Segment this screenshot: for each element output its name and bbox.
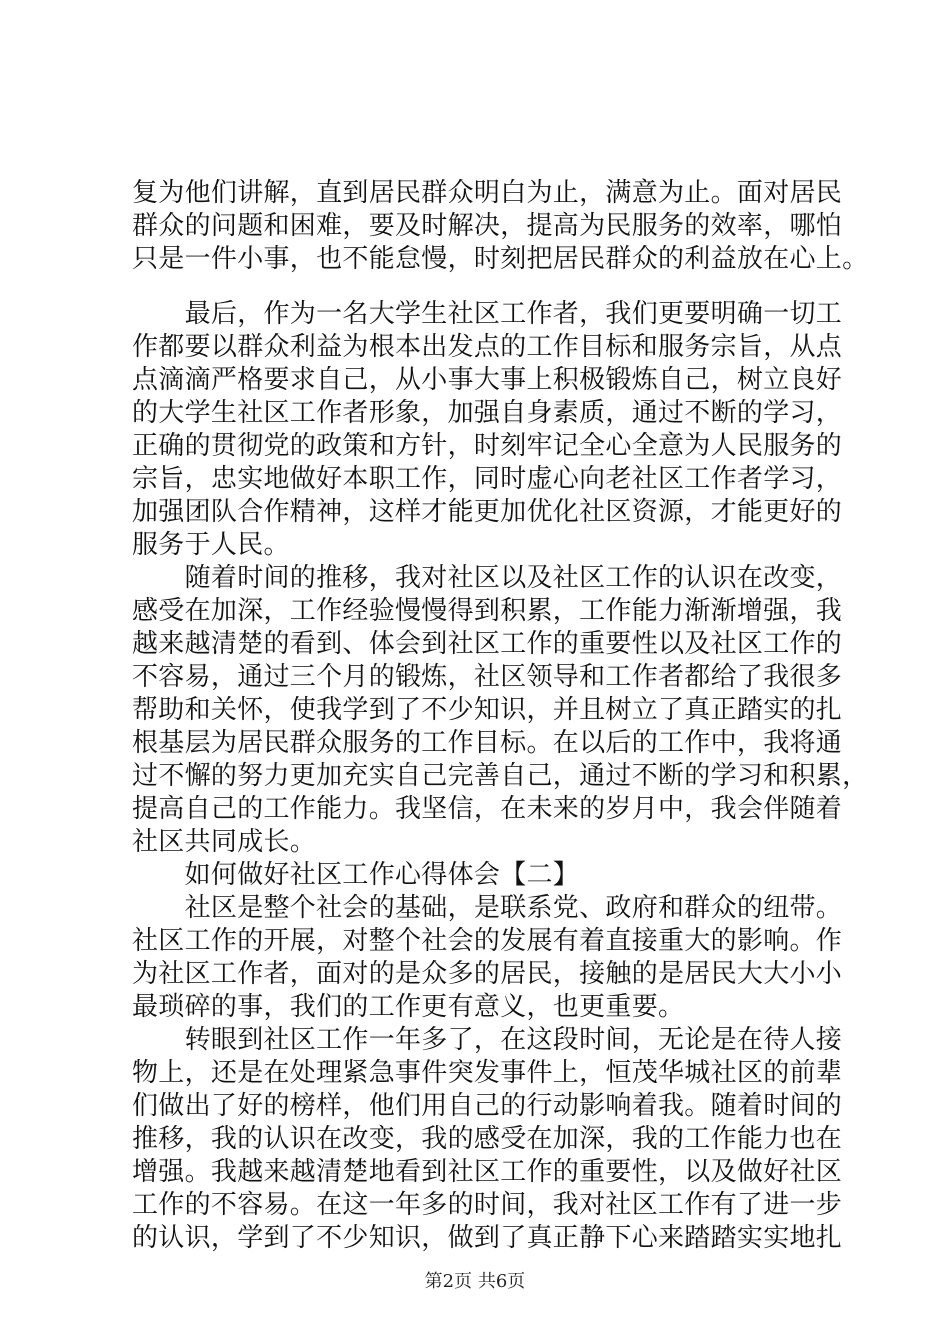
- text-line: 正确的贯彻党的政策和方针，时刻牢记全心全意为人民服务的: [132, 431, 843, 461]
- text-line: 工作的不容易。在这一年多的时间，我对社区工作有了进一步: [132, 1190, 843, 1220]
- text-line: 物上，还是在处理紧急事件突发事件上，恒茂华城社区的前辈: [132, 1058, 843, 1088]
- text-line: 只是一件小事，也不能怠慢，时刻把居民群众的利益放在心上。: [132, 244, 869, 274]
- text-line: 过不懈的努力更加充实自己完善自己，通过不断的学习和积累，: [132, 761, 869, 791]
- text-line: 的大学生社区工作者形象，加强自身素质，通过不断的学习，: [132, 398, 843, 428]
- text-line: 的认识，学到了不少知识，做到了真正静下心来踏踏实实地扎: [132, 1223, 843, 1253]
- text-line: 宗旨，忠实地做好本职工作，同时虚心向老社区工作者学习，: [132, 464, 843, 494]
- text-line: 不容易，通过三个月的锻炼，社区领导和工作者都给了我很多: [132, 662, 843, 692]
- text-line: 帮助和关怀，使我学到了不少知识，并且树立了真正踏实的扎: [132, 695, 843, 725]
- text-line: 作都要以群众利益为根本出发点的工作目标和服务宗旨，从点: [132, 332, 843, 362]
- text-line: 随着时间的推移，我对社区以及社区工作的认识在改变，: [132, 563, 843, 593]
- text-line: 们做出了好的榜样，他们用自己的行动影响着我。随着时间的: [132, 1091, 843, 1121]
- text-line: 转眼到社区工作一年多了，在这段时间，无论是在待人接: [132, 1025, 843, 1055]
- text-line: 群众的问题和困难，要及时解决，提高为民服务的效率，哪怕: [132, 211, 843, 241]
- text-line: 点滴滴严格要求自己，从小事大事上积极锻炼自己，树立良好: [132, 365, 843, 395]
- text-line: 增强。我越来越清楚地看到社区工作的重要性，以及做好社区: [132, 1157, 843, 1187]
- text-line: 服务于人民。: [132, 530, 290, 560]
- page-footer: 第2页 共6页: [424, 1271, 526, 1292]
- text-line: 提高自己的工作能力。我坚信，在未来的岁月中，我会伴随着: [132, 794, 843, 824]
- text-line: 感受在加深，工作经验慢慢得到积累，工作能力渐渐增强，我: [132, 596, 843, 626]
- text-line: 社区是整个社会的基础，是联系党、政府和群众的纽带。: [132, 893, 843, 923]
- text-line: 最琐碎的事，我们的工作更有意义，也更重要。: [132, 992, 685, 1022]
- section-heading: 如何做好社区工作心得体会【二】: [132, 860, 580, 890]
- text-line: 最后，作为一名大学生社区工作者，我们更要明确一切工: [132, 299, 843, 329]
- text-line: 为社区工作者，面对的是众多的居民，接触的是居民大大小小: [132, 959, 843, 989]
- text-line: 复为他们讲解，直到居民群众明白为止，满意为止。面对居民: [132, 178, 843, 208]
- text-line: 社区工作的开展，对整个社会的发展有着直接重大的影响。作: [132, 926, 843, 956]
- text-line: 推移，我的认识在改变，我的感受在加深，我的工作能力也在: [132, 1124, 843, 1154]
- text-line: 根基层为居民群众服务的工作目标。在以后的工作中，我将通: [132, 728, 843, 758]
- text-line: 加强团队合作精神，这样才能更加优化社区资源，才能更好的: [132, 497, 843, 527]
- text-line: 社区共同成长。: [132, 827, 317, 857]
- text-line: 越来越清楚的看到、体会到社区工作的重要性以及社区工作的: [132, 629, 843, 659]
